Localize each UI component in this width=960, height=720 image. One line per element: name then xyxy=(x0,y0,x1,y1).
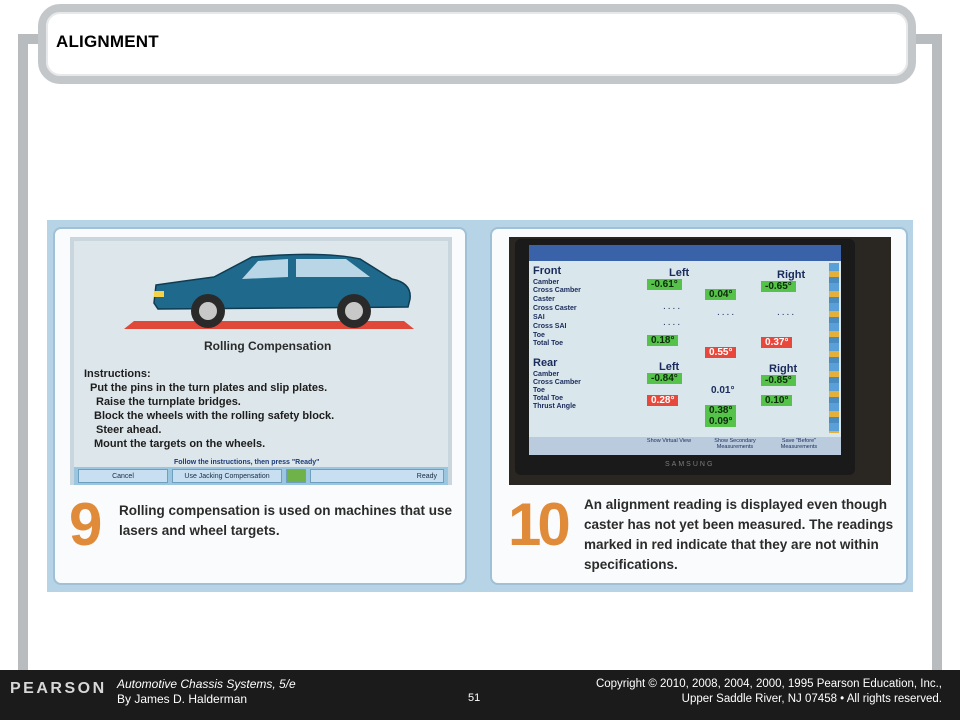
follow-instructions-text: Follow the instructions, then press "Ready" xyxy=(174,459,320,466)
row-label: Camber xyxy=(533,279,560,286)
instructions-list xyxy=(84,367,334,451)
caption-line: An alignment reading is displayed even though xyxy=(584,497,888,512)
thrust-angle-value: 0.09° xyxy=(705,416,736,427)
rear-camber-right-value: -0.85° xyxy=(761,375,796,386)
copyright-line: Upper Saddle River, NJ 07458 • All rights reserved. xyxy=(681,693,942,705)
title-box xyxy=(38,4,916,84)
figure-9-photo xyxy=(70,237,452,485)
front-right-header: Right xyxy=(777,269,806,281)
rear-toe-right-value: 0.10° xyxy=(761,395,792,406)
front-toe-right-value: 0.37° xyxy=(761,337,792,348)
screen-button-bar xyxy=(74,467,448,485)
show-secondary-measurements-button[interactable]: Show Secondary Measurements xyxy=(714,438,756,450)
rolling-compensation-screen xyxy=(74,241,448,481)
slide-title: ALIGNMENT xyxy=(56,32,159,51)
caster-placeholder: .... xyxy=(717,307,737,318)
monitor xyxy=(515,239,855,475)
ready-button[interactable]: Ready xyxy=(310,469,444,483)
rear-right-header: Right xyxy=(769,363,798,375)
screen-bottom-bar xyxy=(529,437,841,455)
page-number: 51 xyxy=(468,692,481,704)
rear-label: Rear xyxy=(533,357,558,369)
instruction-line: Put the pins in the turn plates and slip plates. xyxy=(90,382,328,394)
cancel-button[interactable]: Cancel xyxy=(78,469,168,483)
rear-camber-left-value: -0.84° xyxy=(647,373,682,384)
row-label: Total Toe xyxy=(533,340,564,347)
car-illustration xyxy=(74,241,448,341)
front-toe-left-value: 0.18° xyxy=(647,335,678,346)
screen-heading: Rolling Compensation xyxy=(204,339,332,353)
rear-toe-left-value: 0.28° xyxy=(647,395,678,406)
headlight xyxy=(154,291,164,297)
caption-line: marked in red indicate that they are not within xyxy=(584,537,879,552)
rear-cross-camber-value: 0.01° xyxy=(711,385,735,396)
figure-9-number: 9 xyxy=(69,491,99,558)
row-label: Thrust Angle xyxy=(533,403,576,410)
figure-9-caption xyxy=(119,501,452,541)
caption-line: Rolling compensation is used on machines that use xyxy=(119,503,453,518)
save-before-measurements-button[interactable]: Save "Before" Measurements xyxy=(780,438,818,450)
rear-total-toe-value: 0.38° xyxy=(705,405,736,416)
row-label: SAI xyxy=(533,314,545,321)
slide-frame-left xyxy=(18,34,28,674)
copyright xyxy=(596,677,942,707)
copyright-line: Copyright © 2010, 2008, 2004, 2000, 1995 Pearson Education, Inc., xyxy=(595,678,942,690)
row-label: Cross Caster xyxy=(533,305,577,312)
caption-line: lasers and wheel targets. xyxy=(119,523,280,538)
front-total-toe-value: 0.55° xyxy=(705,347,736,358)
front-camber-right-value: -0.65° xyxy=(761,281,796,292)
front-cross-camber-value: 0.04° xyxy=(705,289,736,300)
book-info xyxy=(117,677,296,707)
footer xyxy=(0,670,960,720)
figure-9-panel xyxy=(53,227,467,585)
row-label: Cross Camber xyxy=(533,287,581,294)
pearson-logo: PEARSON xyxy=(10,680,107,697)
show-virtual-view-button[interactable]: Show Virtual View xyxy=(646,438,692,444)
row-label: Caster xyxy=(533,296,555,303)
front-label: Front xyxy=(533,265,562,277)
instruction-line: Instructions: xyxy=(84,368,151,380)
screen-title-bar xyxy=(529,245,841,261)
instruction-line: Raise the turnplate bridges. xyxy=(96,396,241,408)
book-title: Automotive Chassis Systems, 5/e xyxy=(117,677,296,691)
figure-10-photo xyxy=(509,237,891,485)
instruction-line: Block the wheels with the rolling safety block. xyxy=(94,410,335,422)
row-label: Total Toe xyxy=(533,395,564,402)
toolbar-icons xyxy=(829,263,839,433)
row-label: Toe xyxy=(533,387,545,394)
figure-10-panel xyxy=(490,227,908,585)
figure-10-number: 10 xyxy=(508,491,567,558)
caption-line: specifications. xyxy=(584,557,678,572)
row-label: Cross SAI xyxy=(533,323,567,330)
caster-placeholder: .... xyxy=(777,307,797,318)
alignment-readings-screen xyxy=(529,245,841,455)
caption-line: caster has not yet been measured. The readings xyxy=(584,517,894,532)
figure-10-caption xyxy=(584,495,893,575)
figure-band xyxy=(47,220,913,592)
status-indicator xyxy=(286,469,306,483)
row-label: Cross Camber xyxy=(533,379,581,386)
book-author: By James D. Halderman xyxy=(117,692,248,706)
rolling-ramp xyxy=(124,321,414,329)
instruction-line: Mount the targets on the wheels. xyxy=(94,438,266,450)
front-left-header: Left xyxy=(669,267,690,279)
sai-placeholder: .... xyxy=(663,317,683,328)
use-jacking-compensation-button[interactable]: Use Jacking Compensation xyxy=(172,469,282,483)
slide-frame-right xyxy=(932,34,942,674)
rear-left-header: Left xyxy=(659,361,680,373)
front-camber-left-value: -0.61° xyxy=(647,279,682,290)
caster-placeholder: .... xyxy=(663,301,683,312)
row-label: Camber xyxy=(533,371,560,378)
monitor-brand: SAMSUNG xyxy=(665,461,715,468)
instruction-line: Steer ahead. xyxy=(96,424,162,436)
row-label: Toe xyxy=(533,332,545,339)
